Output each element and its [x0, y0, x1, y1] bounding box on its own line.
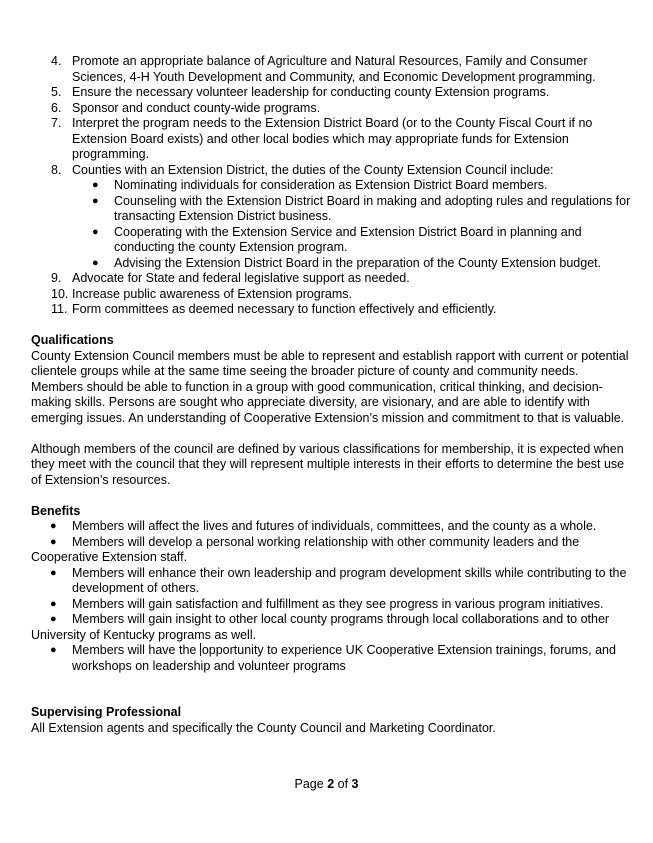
qualifications-paragraph: County Extension Council members must be able to represent and establish rapport with current or potential clientele groups while at the same time seeing the broader picture of county and community needs. Members should be able to function in a group with good communication, critical thinking, and decision-making skills. Persons are sought who appreciate diversity, are visionary, and are able to identify with emerging issues. An understanding of Cooperative Extension’s mission and commitment to that is valuable.: [31, 348, 629, 425]
bullet-icon: ●: [50, 535, 57, 548]
list-item: [31, 271, 631, 287]
sublist-item: [31, 225, 631, 256]
benefit-continuation: Cooperative Extension staff.: [31, 550, 188, 564]
qualifications-paragraph-2: Although members of the council are defined by various classifications for membership, it is expected when they meet with the council that they will represent multiple interests in their efforts to determine the best use of Extension’s resources.: [31, 441, 625, 487]
benefit-text: Members will develop a personal working relationship with other community leaders and the: [72, 534, 580, 549]
benefits-heading: Benefits: [31, 503, 81, 518]
item-text: Form committees as deemed necessary to function effectively and efficiently.: [72, 302, 497, 316]
document-page: [31, 54, 631, 736]
page-footer: [0, 777, 653, 793]
sublist-item: [31, 256, 631, 272]
bullet-icon: ●: [92, 194, 99, 207]
bullet-icon: ●: [92, 225, 99, 238]
item-text: Interpret the program needs to the Extension District Board (or to the County Fiscal Court if no Extension Board exists) and other local bodies which may appropriate funds for Extension programming.: [72, 116, 593, 161]
bullet-icon: ●: [50, 613, 57, 625]
district-duties-sublist: [72, 178, 631, 271]
benefit-text-rest: opportunity to experience UK Cooperative Extension trainings, forums, and workshops on leadership and volunteer programs: [72, 643, 616, 673]
item-number: 8.: [51, 162, 62, 177]
sublist-text: Counseling with the Extension District Board in making and adopting rules and regulations for transacting Extension District business.: [114, 193, 631, 223]
duties-list: [31, 54, 631, 318]
bullet-icon: ●: [50, 597, 57, 610]
item-number: 9.: [51, 271, 62, 285]
bullet-icon: ●: [50, 644, 57, 656]
supervising-heading: Supervising Professional: [31, 705, 182, 719]
item-text: Counties with an Extension District, the duties of the County Extension Council include:: [72, 162, 554, 177]
benefit-item: [31, 566, 631, 597]
benefit-item: [31, 597, 631, 613]
sublist-text: Nominating individuals for consideration as Extension District Board members.: [114, 178, 548, 192]
item-text: Ensure the necessary volunteer leadership for conducting county Extension programs.: [72, 85, 550, 99]
footer-prefix: Page: [294, 777, 328, 791]
item-text: Increase public awareness of Extension programs.: [72, 286, 353, 301]
item-number: 6.: [51, 100, 62, 115]
bullet-icon: ●: [92, 179, 99, 191]
benefit-continuation: University of Kentucky programs as well.: [31, 627, 257, 642]
item-number: 5.: [51, 85, 62, 99]
item-number: 4.: [51, 54, 62, 68]
benefit-item: [31, 519, 631, 535]
list-item: [31, 54, 631, 85]
list-item: [31, 163, 631, 272]
bullet-icon: ●: [50, 520, 57, 532]
benefit-item: [31, 535, 631, 566]
item-number: 10.: [51, 286, 69, 301]
item-number: 7.: [51, 116, 62, 130]
item-text: Sponsor and conduct county-wide programs.: [72, 100, 321, 115]
sublist-item: [31, 178, 631, 194]
list-item: [31, 116, 631, 163]
item-number: 11.: [51, 302, 68, 316]
total-page-count: 3: [351, 777, 359, 791]
list-item: [31, 85, 631, 101]
sublist-item: [31, 194, 631, 225]
benefit-text: Members will enhance their own leadership and program development skills while contributing to the development of others.: [72, 565, 627, 595]
list-item: [31, 287, 631, 303]
supervising-text: All Extension agents and specifically the County Council and Marketing Coordinator.: [31, 720, 496, 735]
bullet-icon: ●: [92, 256, 99, 269]
benefit-text: Members will affect the lives and futures of individuals, committees, and the county as a whole.: [72, 519, 597, 533]
list-item: [31, 101, 631, 117]
benefit-item: [31, 643, 631, 674]
benefit-text: Members will gain satisfaction and fulfillment as they see progress in various program initiatives.: [72, 596, 604, 611]
qualifications-heading: Qualifications: [31, 333, 114, 347]
benefit-text: Members will have the: [72, 643, 200, 657]
current-page-number: 2: [327, 777, 335, 791]
benefit-item: [31, 612, 631, 643]
sublist-text: Cooperating with the Extension Service and Extension District Board in planning and conducting the county Extension program.: [114, 224, 582, 254]
item-text: Promote an appropriate balance of Agriculture and Natural Resources, Family and Consumer Sciences, 4-H Youth Development and Community, and Economic Development programming.: [72, 54, 596, 84]
bullet-icon: ●: [50, 566, 57, 579]
sublist-text: Advising the Extension District Board in the preparation of the County Extension budget.: [114, 255, 602, 270]
footer-of: of: [334, 777, 352, 791]
benefits-list: [31, 519, 631, 674]
item-text: Advocate for State and federal legislative support as needed.: [72, 271, 410, 285]
benefit-text: Members will gain insight to other local county programs through local collaborations and to other: [72, 612, 610, 626]
list-item: [31, 302, 631, 318]
